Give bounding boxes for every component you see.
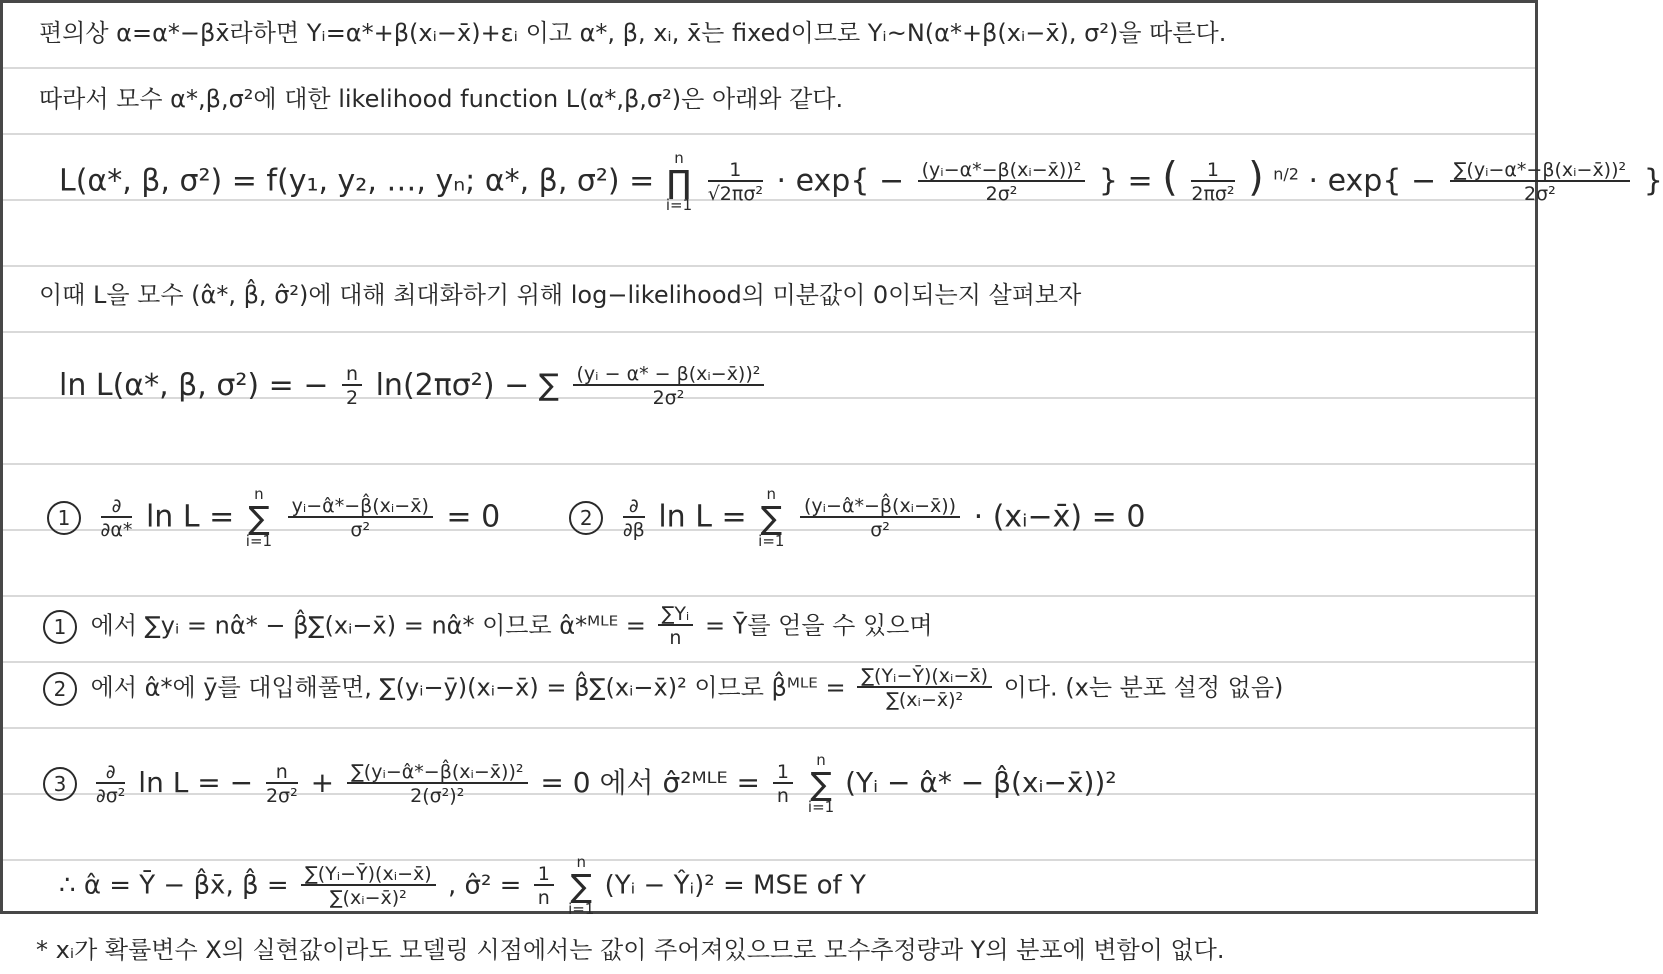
lnL-label-1: ln L = — [145, 499, 235, 535]
log-lhs: ln L(α*, β, σ²) = − — [59, 368, 338, 403]
paren-close: ) — [1248, 154, 1264, 201]
exp-close-1: } = — [1098, 163, 1153, 199]
log-mid: ln(2πσ²) − ∑ — [375, 368, 559, 403]
eq1-tail: = 0 — [446, 499, 501, 535]
lnL-label-2: ln L = — [658, 499, 747, 535]
deriv3-tail: (Yᵢ − α̂* − β̂(xᵢ−x̄))² — [845, 766, 1117, 799]
log-likelihood-equation — [59, 365, 768, 408]
score-alpha-fraction: $\frac{\text{yᵢ−α̂*−β̂(xᵢ−x̄)}}{\text{σ²}}$ — [288, 497, 433, 540]
sum-symbol-1: n ∑ i=1 — [245, 485, 273, 550]
circle-number-1b: 1 — [43, 610, 77, 644]
sigma-score-fraction: $\frac{\text{∑(yᵢ−α̂*−β̂(xᵢ−x̄))²}}{\text{2(σ²)²}}$ — [347, 763, 528, 806]
sum-symbol-4: n ∑ i=1 — [568, 853, 595, 918]
conclusion-tail: (Yᵢ − Ŷᵢ)² = MSE of Y — [604, 870, 866, 901]
exp-close-2: } — [1643, 163, 1663, 199]
one-over-n-fraction: $\frac{1}{n}$ — [773, 763, 793, 806]
log-residual-fraction: $\frac{\text{(yᵢ − α* − β(xᵢ−x̄))²}}{\text{2σ²}}$ — [573, 365, 765, 408]
circle-number-2b: 2 — [43, 672, 77, 706]
result-line-1 — [43, 605, 933, 648]
exp-open-2: · exp{ − — [1308, 163, 1437, 199]
exp-open-1: · exp{ − — [776, 163, 905, 199]
footnote: * xᵢ가 확률변수 X의 실현값이라도 모델링 시점에서는 값이 주어져있으므로 모수추정량과 Y의 분포에 변함이 없다. — [36, 936, 1225, 964]
product-symbol: n ∏ i=1 — [665, 149, 693, 214]
partial-alpha-fraction: $\frac{\partial}{\partial\alpha*}$ — [100, 494, 133, 541]
exponent-fraction-2: $\frac{\text{∑(yᵢ−α*−β(xᵢ−x̄))²}}{\text{2σ²}}$ — [1450, 161, 1631, 204]
circle-number-3: 3 — [43, 767, 77, 801]
conclusion-text-a: α̂ = Ȳ − β̂x̄, β̂ = — [83, 870, 289, 901]
exponent-fraction-1: $\frac{\text{(yᵢ−α*−β(xᵢ−x̄))²}}{\text{2σ²}}$ — [918, 161, 1086, 204]
beta-mle-fraction: $\frac{\text{∑(Yᵢ−Ȳ)(xᵢ−x̄)}}{\text{∑(xᵢ−x̄)²}}$ — [857, 667, 992, 710]
result1-text-a: 에서 ∑yᵢ = nα̂* − β̂∑(xᵢ−x̄) = nα̂* 이므로 α̂*ᴹᴸᴱ = — [90, 611, 646, 640]
constant-fraction-2: $\frac{1}{\text{2πσ²}}$ — [1191, 158, 1235, 205]
sum-symbol-2: n ∑ i=1 — [758, 485, 785, 550]
circle-number-1: 1 — [47, 501, 81, 535]
likelihood-intro-line: 따라서 모수 α*,β,σ²에 대한 likelihood function L(α*,β,σ²)은 아래와 같다. — [39, 85, 844, 113]
sum-symbol-3: n ∑ i=1 — [807, 751, 835, 816]
derivative-equation-3 — [43, 753, 1117, 815]
partial-beta-fraction: $\frac{\partial}{\partial\beta}$ — [622, 494, 645, 541]
conclusion-beta-fraction: $\frac{\text{∑(Yᵢ−Ȳ)(xᵢ−x̄)}}{\text{∑(xᵢ−x̄)²}}$ — [301, 865, 436, 908]
conclusion-line — [59, 855, 866, 917]
derivative-equations-1-2 — [47, 487, 1145, 549]
n-over-2-fraction: $\frac{n}{2}$ — [342, 365, 362, 408]
eq2-tail: · (xᵢ−x̄) = 0 — [973, 499, 1146, 535]
likelihood-lhs: L(α*, β, σ²) = f(y₁, y₂, …, yₙ; α*, β, σ²) = — [59, 163, 655, 199]
score-beta-fraction: $\frac{\text{(yᵢ−α̂*−β̂(xᵢ−x̄))}}{\text{σ²}}$ — [800, 497, 960, 540]
result2-text-b: 이다. (x는 분포 설정 없음) — [1003, 673, 1284, 702]
partial-sigma-fraction: $\frac{\partial}{\text{∂σ²}}$ — [95, 760, 126, 807]
therefore-symbol: ∴ — [59, 870, 76, 901]
intro-line: 편의상 α=α*−βx̄라하면 Yᵢ=α*+β(xᵢ−x̄)+εᵢ 이고 α*, β, xᵢ, x̄는 fixed이므로 Yᵢ~N(α*+β(xᵢ−x̄), σ²)을 따른다. — [39, 19, 1227, 47]
mean-y-fraction: $\frac{\text{∑Yᵢ}}{n}$ — [658, 605, 694, 648]
result1-text-b: = Ȳ를 얻을 수 있으며 — [704, 611, 933, 640]
plus-sign: + — [310, 766, 335, 799]
normal-constant-fraction: $\frac{1}{\text{√2πσ²}}$ — [707, 158, 763, 205]
conclusion-text-b: , σ̂² = — [447, 870, 522, 901]
result-line-2 — [43, 667, 1283, 710]
result2-text-a: 에서 α̂*에 ȳ를 대입해풀면, ∑(yᵢ−ȳ)(xᵢ−x̄) = β̂∑(xᵢ−x̄)² 이므로 β̂ᴹᴸᴱ = — [90, 673, 846, 702]
circle-number-2: 2 — [569, 501, 603, 535]
power-n-over-2: n/2 — [1273, 164, 1299, 184]
paren-open: ( — [1162, 154, 1178, 201]
deriv3-text-b: = 0 에서 σ̂²ᴹᴸᴱ = — [540, 766, 760, 799]
likelihood-equation — [59, 151, 1663, 213]
maximize-intro-line: 이때 L을 모수 (α̂*, β̂, σ̂²)에 대해 최대화하기 위해 log−likelihood의 미분값이 0이되는지 살펴보자 — [39, 281, 1082, 309]
conclusion-one-over-n: $\frac{1}{n}$ — [534, 865, 554, 908]
deriv3-text-a: ln L = − — [138, 766, 254, 799]
n-over-2sigma-fraction: $\frac{n}{\text{2σ²}}$ — [265, 760, 298, 807]
